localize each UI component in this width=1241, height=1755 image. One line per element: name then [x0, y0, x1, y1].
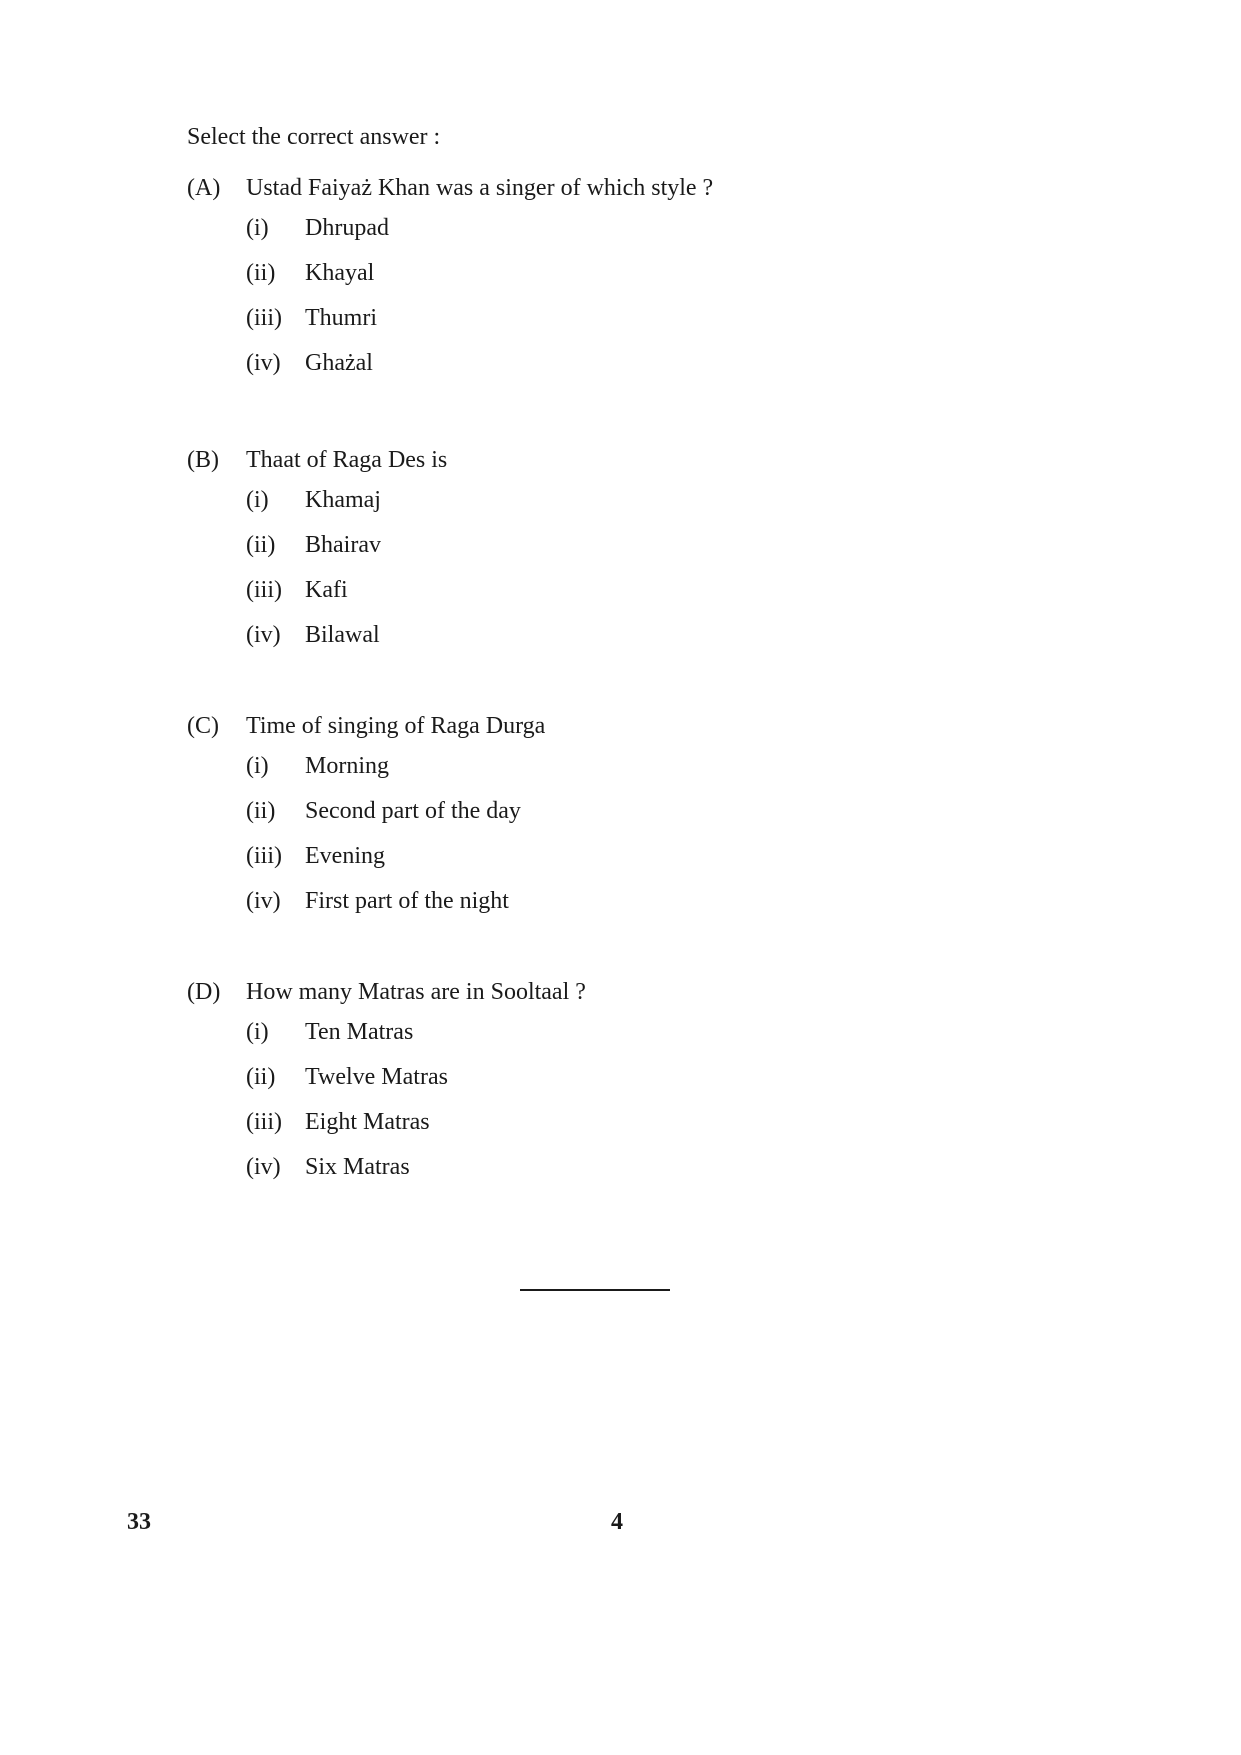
option-number: (iv)	[246, 1154, 281, 1180]
page-number: 4	[611, 1509, 623, 1535]
option-text: Ten Matras	[305, 1019, 414, 1045]
option-number: (ii)	[246, 260, 276, 286]
option-row	[187, 213, 1087, 258]
option-number: (iv)	[246, 888, 281, 914]
option-text: Bilawal	[305, 622, 380, 648]
option-text: Dhrupad	[305, 215, 389, 241]
question-text: Thaat of Raga Des is	[246, 447, 448, 473]
option-text: Six Matras	[305, 1154, 410, 1180]
question-stem	[187, 977, 1087, 1017]
option-number: (i)	[246, 753, 269, 779]
question-label: (B)	[187, 447, 219, 473]
option-number: (i)	[246, 487, 269, 513]
option-text: First part of the night	[305, 888, 509, 914]
end-divider	[520, 1289, 670, 1291]
option-row	[187, 886, 1087, 931]
option-number: (iii)	[246, 577, 282, 603]
option-number: (iv)	[246, 350, 281, 376]
option-row	[187, 258, 1087, 303]
option-number: (i)	[246, 1019, 269, 1045]
question-label: (A)	[187, 175, 221, 201]
question-stem	[187, 445, 1087, 485]
option-number: (iv)	[246, 622, 281, 648]
question-b	[187, 445, 1087, 665]
option-text: Khamaj	[305, 487, 381, 513]
option-text: Eight Matras	[305, 1109, 430, 1135]
option-number: (ii)	[246, 532, 276, 558]
option-row	[187, 348, 1087, 393]
option-text: Twelve Matras	[305, 1064, 448, 1090]
option-row	[187, 751, 1087, 796]
question-label: (C)	[187, 713, 219, 739]
option-row	[187, 796, 1087, 841]
question-text: Ustad Faiyaż Khan was a singer of which style ?	[246, 175, 714, 201]
question-d	[187, 977, 1087, 1197]
question-stem	[187, 711, 1087, 751]
option-number: (ii)	[246, 798, 276, 824]
option-number: (i)	[246, 215, 269, 241]
option-row	[187, 620, 1087, 665]
question-text: How many Matras are in Sooltaal ?	[246, 979, 586, 1005]
option-number: (iii)	[246, 843, 282, 869]
option-text: Evening	[305, 843, 385, 869]
question-stem	[187, 173, 1087, 213]
paper-code: 33	[127, 1509, 151, 1535]
option-row	[187, 530, 1087, 575]
option-text: Bhairav	[305, 532, 381, 558]
option-row	[187, 1062, 1087, 1107]
question-a	[187, 173, 1087, 393]
question-c	[187, 711, 1087, 931]
option-number: (iii)	[246, 305, 282, 331]
question-text: Time of singing of Raga Durga	[246, 713, 546, 739]
option-row	[187, 575, 1087, 620]
option-row	[187, 303, 1087, 348]
option-row	[187, 1017, 1087, 1062]
option-number: (iii)	[246, 1109, 282, 1135]
option-row	[187, 485, 1087, 530]
option-number: (ii)	[246, 1064, 276, 1090]
option-text: Second part of the day	[305, 798, 521, 824]
option-text: Morning	[305, 753, 389, 779]
question-label: (D)	[187, 979, 221, 1005]
option-text: Thumri	[305, 305, 377, 331]
option-text: Khayal	[305, 260, 375, 286]
option-text: Ghażal	[305, 350, 373, 376]
instruction-text: Select the correct answer :	[187, 124, 441, 150]
option-row	[187, 841, 1087, 886]
option-row	[187, 1152, 1087, 1197]
option-row	[187, 1107, 1087, 1152]
option-text: Kafi	[305, 577, 348, 603]
